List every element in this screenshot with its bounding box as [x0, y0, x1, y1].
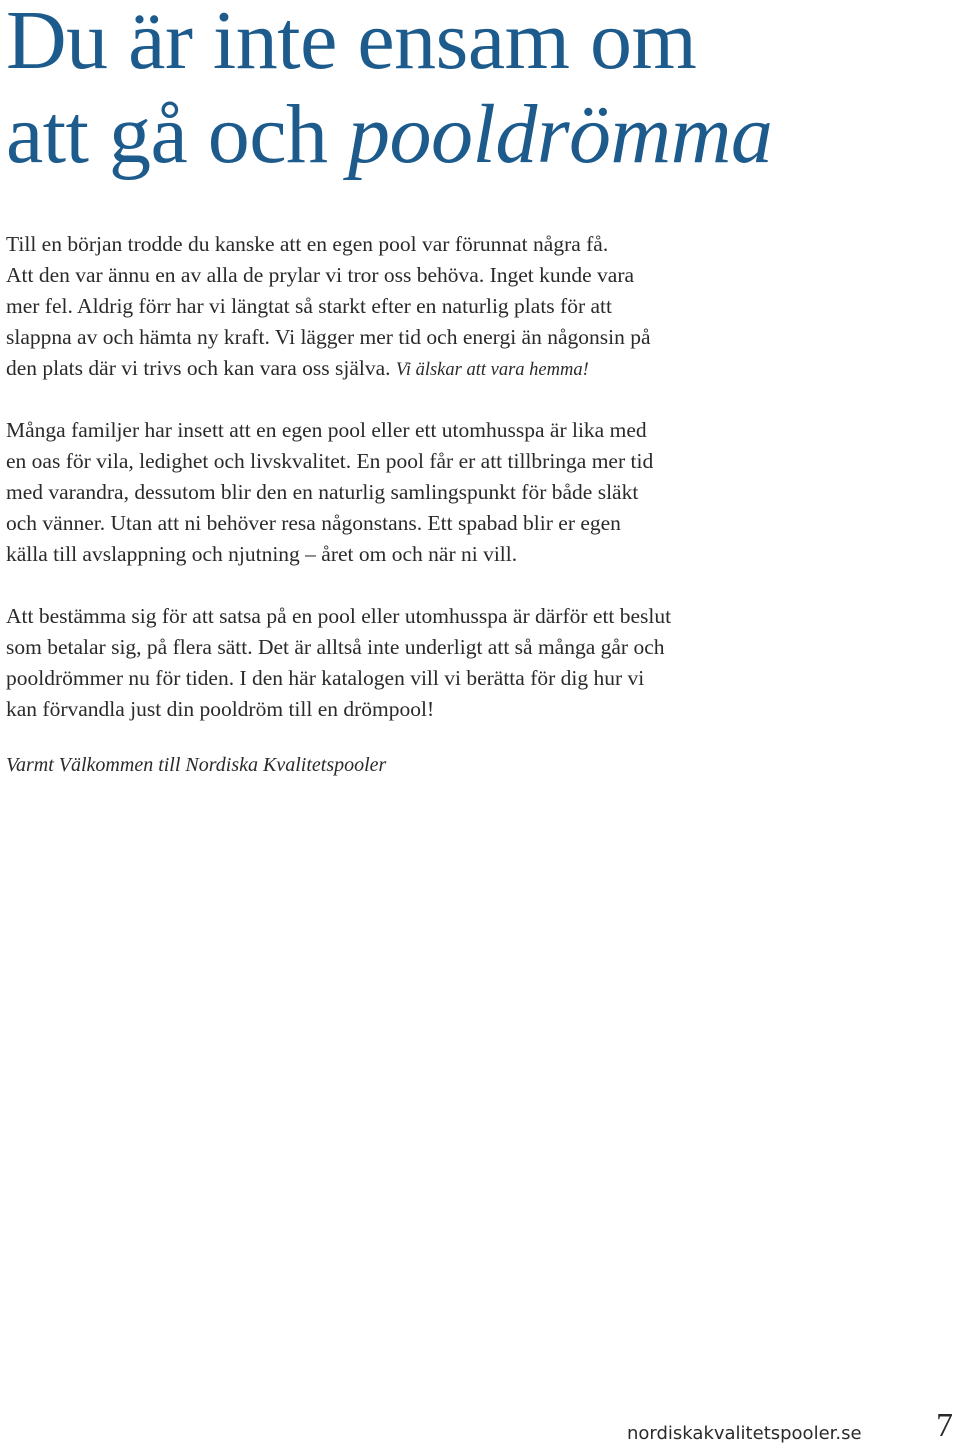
paragraph-line: den plats där vi trivs och kan vara oss själva.: [6, 356, 396, 380]
decision-paragraph: [6, 601, 806, 725]
paragraph-line: pooldrömmer nu för tiden. I den här katalogen vill vi berätta för dig hur vi: [6, 666, 645, 690]
page-number: 7: [936, 1407, 953, 1444]
paragraph-line: Att bestämma sig för att satsa på en pool eller utomhusspa är därför ett beslut: [6, 604, 672, 628]
paragraph-line: som betalar sig, på flera sätt. Det är alltså inte underligt att så många går och: [6, 635, 665, 659]
page-title: [6, 0, 772, 182]
paragraph-line: Till en början trodde du kanske att en egen pool var förunnat några få.: [6, 232, 609, 256]
title-line-1: Du är inte ensam om: [6, 0, 697, 87]
paragraph-line: med varandra, dessutom blir den en naturlig samlingspunkt för både släkt: [6, 480, 639, 504]
paragraph-line: källa till avslappning och njutning – året om och när ni vill.: [6, 542, 518, 566]
paragraph-line: en oas för vila, ledighet och livskvalitet. En pool får er att tillbringa mer tid: [6, 449, 654, 473]
paragraph-line: slappna av och hämta ny kraft. Vi lägger mer tid och energi än någonsin på: [6, 325, 651, 349]
paragraph-emphasis: Vi älskar att vara hemma!: [395, 360, 589, 380]
signature-line: Varmt Välkommen till Nordiska Kvalitetspooler: [6, 754, 387, 776]
title-line-2-plain: att gå och: [6, 88, 349, 181]
paragraph-line: mer fel. Aldrig förr har vi längtat så starkt efter en naturlig plats för att: [6, 294, 612, 318]
paragraph-line: och vänner. Utan att ni behöver resa någonstans. Ett spabad blir er egen: [6, 511, 621, 535]
paragraph-line: Många familjer har insett att en egen pool eller ett utomhusspa är lika med: [6, 418, 647, 442]
intro-paragraph: [6, 229, 806, 386]
paragraph-line: Att den var ännu en av alla de prylar vi tror oss behöva. Inget kunde vara: [6, 263, 635, 287]
title-line-2: [6, 88, 772, 182]
paragraph-line: kan förvandla just din pooldröm till en drömpool!: [6, 697, 435, 721]
families-paragraph: [6, 415, 806, 570]
footer-website-link[interactable]: nordiskakvalitetspooler.se: [627, 1423, 862, 1444]
title-line-2-italic: pooldrömma: [348, 88, 773, 181]
